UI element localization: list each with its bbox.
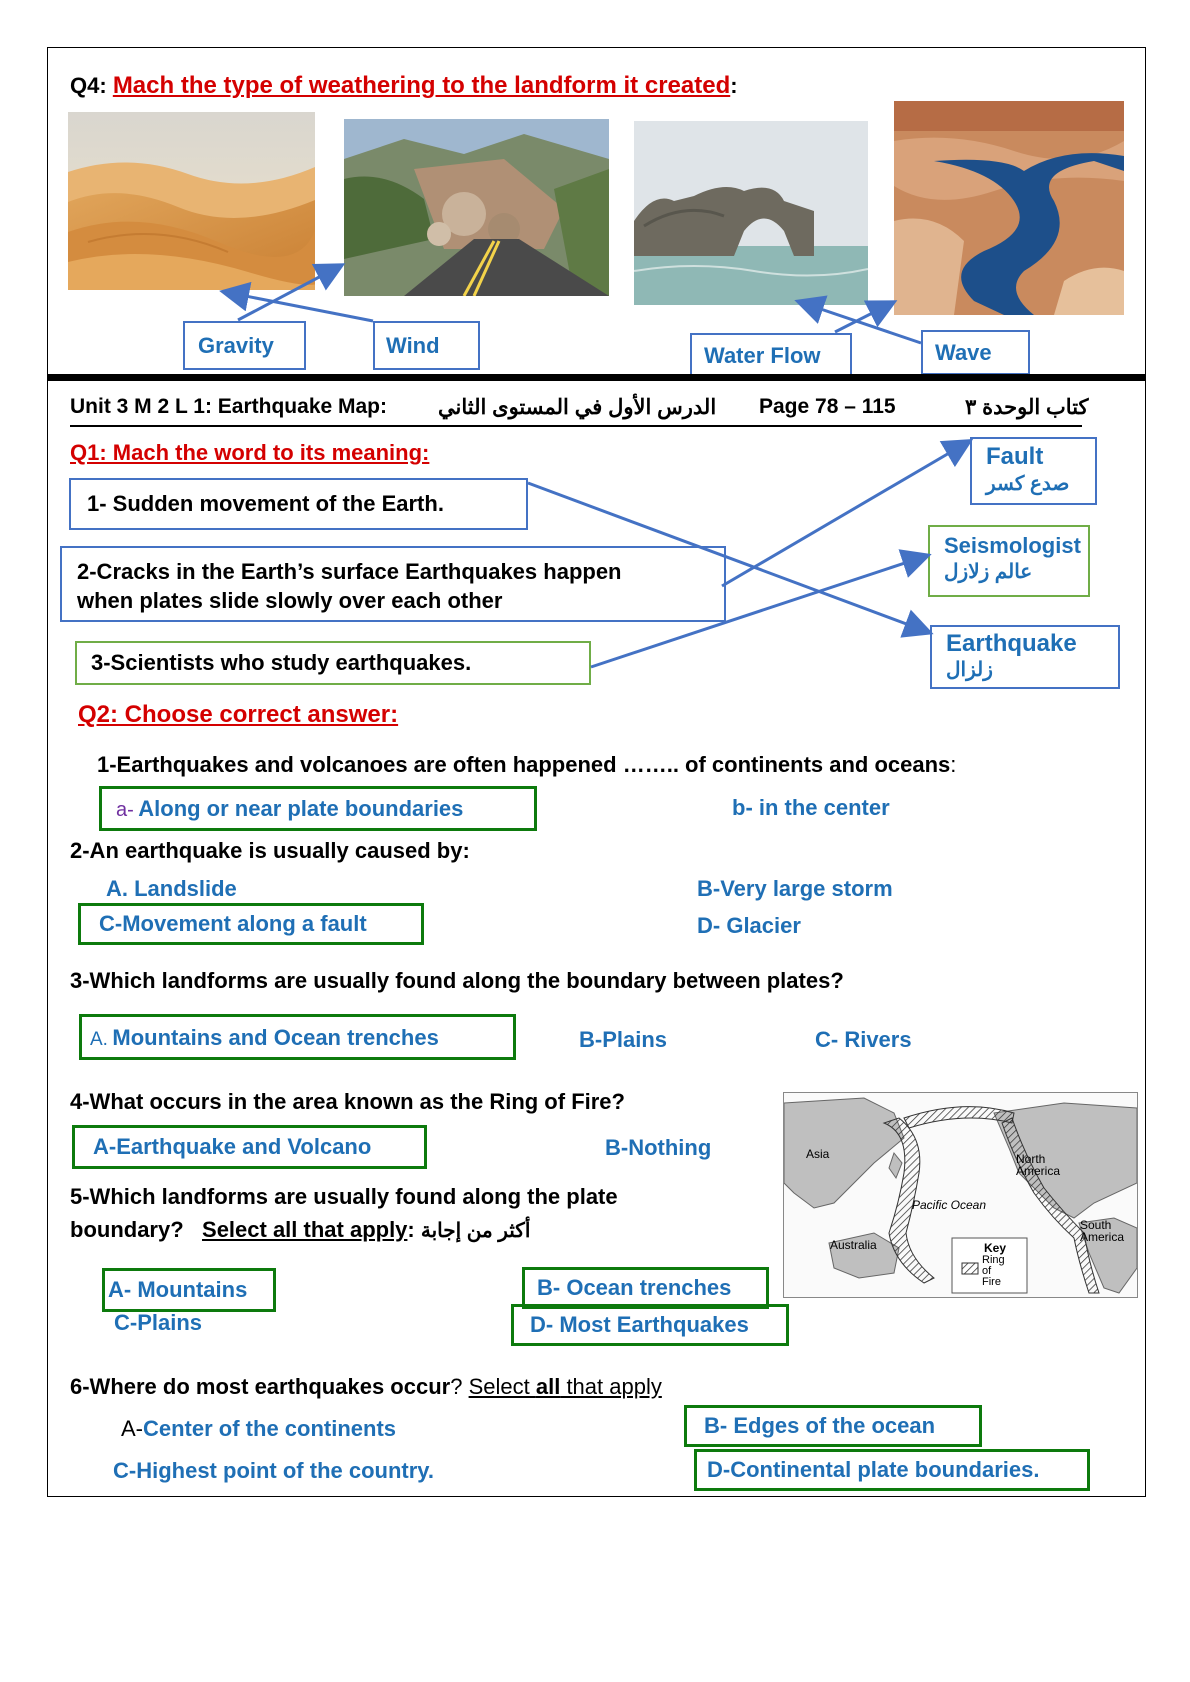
q4-colon: : — [730, 73, 738, 98]
water-flow-box — [690, 333, 852, 378]
term-earthquake-box — [930, 625, 1120, 689]
map-label-north-america — [1016, 1153, 1060, 1177]
water-flow-label: Water Flow — [704, 343, 821, 368]
term-fault-box — [970, 437, 1097, 505]
q2-1-text: 1-Earthquakes and volcanoes are often happened …….. of continents and oceans — [97, 752, 951, 777]
q2-1-question — [97, 752, 956, 778]
q2-4-answer-b[interactable]: B-Nothing — [605, 1135, 712, 1160]
q2-6-answer-a[interactable] — [121, 1416, 396, 1442]
wave-label: Wave — [935, 340, 992, 365]
q2-3-question: 3-Which landforms are usually found along the boundary between plates? — [70, 968, 844, 993]
q4-heading — [70, 72, 738, 100]
q2-6-answer-b[interactable] — [684, 1405, 982, 1447]
q2-1-a-text: Along or near plate boundaries — [138, 796, 464, 821]
q2-2-answer-c[interactable] — [78, 903, 424, 945]
unit-header-page: Page 78 – 115 — [759, 395, 896, 418]
q2-3-answer-c[interactable]: C- Rivers — [815, 1027, 912, 1052]
sea-arch-image — [634, 121, 868, 305]
q2-4-answer-a[interactable] — [72, 1125, 427, 1169]
q1-title: Q1: Mach the word to its meaning: — [70, 440, 430, 465]
q2-6-b-text: B- Edges of the ocean — [704, 1413, 936, 1438]
definition-1-box — [69, 478, 528, 530]
gravity-label: Gravity — [198, 333, 274, 358]
map-key-of: of — [982, 1265, 992, 1277]
map-label-america: America — [1016, 1164, 1061, 1178]
term-fault: Fault — [986, 443, 1044, 470]
term-fault-arabic: صدع كسر — [986, 473, 1070, 495]
q2-6-text: 6-Where do most earthquakes occur — [70, 1374, 451, 1399]
q2-4-a-text: A-Earthquake and Volcano — [93, 1134, 372, 1159]
term-seismologist-box — [928, 525, 1090, 597]
q2-1-answer-a[interactable] — [99, 786, 537, 831]
q2-5-answer-d[interactable] — [511, 1304, 789, 1346]
landslide-road-image — [344, 119, 609, 296]
map-label-south-america — [1080, 1219, 1124, 1243]
q2-5-arabic: أكثر من إجابة — [420, 1220, 531, 1242]
q2-5-b-text: B- Ocean trenches — [537, 1275, 732, 1300]
q2-2-c-text: C-Movement along a fault — [99, 911, 367, 936]
q2-5-d-text: D- Most Earthquakes — [530, 1312, 749, 1337]
term-earthquake: Earthquake — [946, 630, 1077, 657]
ring-of-fire-map — [783, 1092, 1138, 1298]
map-label-south: South — [1080, 1218, 1112, 1232]
q2-3-answer-a[interactable] — [79, 1014, 516, 1060]
q2-6-answer-c[interactable]: C-Highest point of the country. — [113, 1458, 435, 1483]
q2-6-select-all — [469, 1374, 662, 1399]
q2-5-select-all: Select all that apply — [202, 1217, 408, 1242]
map-label-north: North — [1016, 1152, 1046, 1166]
q2-5-colon: : — [407, 1217, 415, 1242]
q2-5-a-text: A- Mountains — [108, 1277, 248, 1302]
q2-3-a-text: Mountains and Ocean trenches — [112, 1025, 439, 1050]
q4-title: Mach the type of weathering to the landform it created — [112, 72, 731, 99]
canyon-river-image — [894, 101, 1124, 315]
term-earthquake-arabic: زلزال — [946, 659, 993, 681]
q2-6-question-mark: ? — [450, 1374, 463, 1399]
wind-box — [373, 321, 480, 370]
q2-2-answer-b[interactable]: B-Very large storm — [697, 876, 893, 901]
map-key-title: Key — [984, 1241, 1007, 1255]
q2-6-select: Select — [468, 1374, 536, 1399]
unit-header-left: Unit 3 M 2 L 1: Earthquake Map: — [70, 395, 387, 418]
q2-1-colon: : — [950, 752, 957, 777]
q2-title: Q2: Choose correct answer: — [78, 701, 399, 728]
unit-header-arabic-book: كتاب الوحدة ٣ — [965, 396, 1089, 419]
map-label-south-america-2: America — [1080, 1230, 1125, 1244]
q2-6-that-apply: that apply — [560, 1374, 662, 1399]
q2-2-question: 2-An earthquake is usually caused by: — [70, 838, 470, 863]
q2-6-a-text: Center of the continents — [143, 1416, 397, 1441]
q4-label: Q4: — [70, 73, 107, 98]
definition-3: 3-Scientists who study earthquakes. — [91, 650, 472, 675]
q2-6-answer-d[interactable] — [694, 1449, 1090, 1491]
desert-dunes-image — [68, 112, 315, 290]
wave-box — [921, 330, 1030, 375]
q2-6-all: all — [535, 1374, 561, 1399]
q2-2-answer-a[interactable]: A. Landslide — [106, 876, 237, 901]
q2-6-question — [70, 1374, 662, 1400]
q2-5-boundary: boundary? — [70, 1217, 184, 1242]
q2-5-question-line-2 — [70, 1217, 530, 1243]
q2-4-question: 4-What occurs in the area known as the Ring of Fire? — [70, 1089, 625, 1114]
map-label-asia: Asia — [806, 1147, 830, 1161]
q2-5-answer-c[interactable]: C-Plains — [114, 1310, 203, 1335]
q2-5-question-line-1: 5-Which landforms are usually found along the plate — [70, 1184, 618, 1209]
q2-6-d-text: D-Continental plate boundaries. — [707, 1457, 1040, 1482]
wind-label: Wind — [386, 333, 440, 358]
term-seismologist: Seismologist — [944, 533, 1081, 558]
q2-6-a-prefix: A- — [121, 1416, 143, 1441]
q2-1-answer-b[interactable]: b- in the center — [732, 795, 890, 820]
q2-5-answer-a[interactable] — [102, 1268, 276, 1312]
unit-header — [70, 395, 1089, 427]
q2-1-a-prefix: a- — [116, 799, 134, 821]
map-key-fire: Fire — [982, 1276, 1001, 1288]
q2-2-answer-d[interactable]: D- Glacier — [697, 913, 801, 938]
q2-3-answer-b[interactable]: B-Plains — [579, 1027, 668, 1052]
definition-1: 1- Sudden movement of the Earth. — [87, 491, 444, 516]
map-label-australia: Australia — [830, 1238, 877, 1252]
definition-2-line-2: when plates slide slowly over each other — [77, 588, 503, 613]
gravity-box — [183, 321, 306, 370]
section-divider — [47, 374, 1146, 381]
definition-3-box — [75, 641, 591, 685]
q2-3-a-prefix: A. — [90, 1029, 108, 1050]
map-key-ring: Ring — [982, 1254, 1005, 1266]
term-seismologist-arabic: عالم زلازل — [944, 561, 1033, 583]
map-key-ring-of-fire — [982, 1255, 1005, 1288]
definition-2-box — [60, 546, 726, 622]
map-label-pacific-ocean: Pacific Ocean — [912, 1198, 987, 1212]
unit-header-arabic-lesson: الدرس الأول في المستوى الثاني — [438, 396, 717, 419]
definition-2-line-1: 2-Cracks in the Earth’s surface Earthquakes happen — [77, 559, 622, 584]
q2-5-answer-b[interactable] — [522, 1267, 769, 1309]
